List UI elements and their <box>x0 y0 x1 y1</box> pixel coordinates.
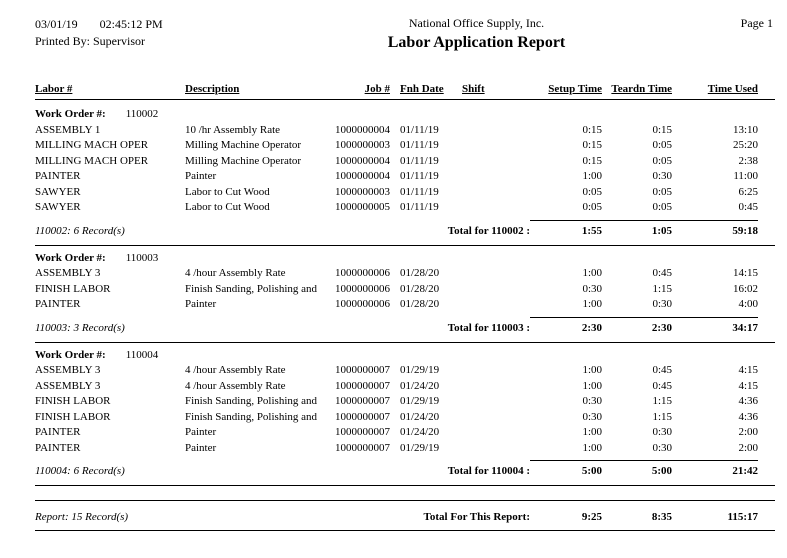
time-used-cell: 11:00 <box>733 170 758 182</box>
print-datetime <box>35 16 240 33</box>
setup-time-cell: 0:30 <box>582 395 602 407</box>
work-order-label: Work Order #: <box>35 251 106 264</box>
teardn-time-cell: 0:45 <box>652 267 672 279</box>
time-used-cell: 13:10 <box>732 123 758 136</box>
group-time-used-total: 34:17 <box>672 317 758 336</box>
time-used-cell: 25:20 <box>732 139 758 151</box>
job-number-cell: 1000000007 <box>335 426 390 438</box>
setup-time-cell: 0:15 <box>582 139 602 151</box>
fnh-date-cell: 01/24/20 <box>400 410 440 423</box>
work-order-number: 110002 <box>125 108 159 120</box>
labor-detail-row <box>0 425 787 441</box>
description-cell: Labor to Cut Wood <box>185 201 270 213</box>
group-time-used-total: 21:42 <box>672 460 758 479</box>
fnh-date-cell: 01/29/19 <box>400 395 440 407</box>
labor-code-cell: SAWYER <box>35 201 81 213</box>
header-rule <box>35 99 775 100</box>
page-number: Page 1 <box>740 16 773 30</box>
report-title: Labor Application Report <box>387 34 566 51</box>
work-order-number: 110003 <box>125 251 159 264</box>
setup-time-cell: 1:00 <box>582 441 602 454</box>
description-cell: Painter <box>185 298 217 310</box>
labor-detail-row <box>0 123 787 139</box>
labor-detail-row <box>0 200 787 216</box>
labor-code-cell: ASSEMBLY 3 <box>35 379 101 392</box>
fnh-date-cell: 01/28/20 <box>400 298 440 310</box>
report-total-top-rule <box>35 500 775 501</box>
setup-time-cell: 0:05 <box>582 185 602 198</box>
labor-code-cell: PAINTER <box>35 426 81 438</box>
fnh-date-cell: 01/28/20 <box>400 267 440 279</box>
teardn-time-cell: 0:45 <box>652 379 672 392</box>
teardn-time-cell: 1:15 <box>652 395 672 407</box>
report-body <box>0 107 787 486</box>
labor-code-cell: ASSEMBLY 3 <box>35 267 101 279</box>
print-info <box>35 16 240 50</box>
group-total-label: Total for 110003 : <box>447 321 530 334</box>
work-order-number: 110004 <box>125 348 159 361</box>
group-divider-line <box>35 342 775 343</box>
labor-detail-row <box>0 266 787 282</box>
print-date: 03/01/19 <box>35 17 78 31</box>
fnh-date-cell: 01/11/19 <box>400 170 439 182</box>
description-cell: 10 /hr Assembly Rate <box>185 123 281 136</box>
group-teardn-total: 1:05 <box>602 220 672 239</box>
fnh-date-cell: 01/11/19 <box>400 139 439 151</box>
group-divider-line <box>35 245 775 246</box>
job-number-cell: 1000000005 <box>335 201 390 213</box>
description-cell: Milling Machine Operator <box>185 139 302 151</box>
report-teardn-total: 8:35 <box>651 511 672 523</box>
labor-detail-row <box>0 394 787 410</box>
time-used-cell: 14:15 <box>732 267 758 279</box>
job-number-cell: 1000000007 <box>335 395 390 407</box>
group-teardn-total: 2:30 <box>602 317 672 336</box>
setup-time-cell: 0:30 <box>582 410 602 423</box>
time-used-cell: 6:25 <box>738 185 758 198</box>
fnh-date-cell: 01/11/19 <box>400 201 439 213</box>
work-order-group-header <box>0 251 787 267</box>
report-total-bottom-rule <box>35 530 775 531</box>
teardn-time-cell: 0:05 <box>652 139 672 151</box>
printed-by: Printed By: Supervisor <box>35 34 145 48</box>
group-record-count: 110003: 3 Record(s) <box>35 321 125 334</box>
teardn-time-cell: 1:15 <box>652 282 672 295</box>
job-number-cell: 1000000007 <box>335 379 390 392</box>
labor-detail-row <box>0 185 787 201</box>
teardn-time-cell: 0:30 <box>652 426 672 438</box>
time-used-cell: 4:36 <box>738 395 758 407</box>
teardn-time-cell: 1:15 <box>652 410 672 423</box>
time-used-cell: 4:36 <box>738 410 758 423</box>
job-number-cell: 1000000006 <box>335 298 390 310</box>
fnh-date-cell: 01/11/19 <box>400 123 439 136</box>
labor-detail-row <box>0 154 787 170</box>
description-cell: Painter <box>185 426 217 438</box>
fnh-date-cell: 01/11/19 <box>400 154 439 167</box>
time-used-cell: 16:02 <box>732 282 758 295</box>
job-number-cell: 1000000003 <box>335 185 390 198</box>
job-number-cell: 1000000006 <box>335 267 390 279</box>
report-record-count: Report: 15 Record(s) <box>35 511 129 523</box>
setup-time-cell: 1:00 <box>582 364 602 376</box>
fnh-date-cell: 01/24/20 <box>400 379 440 392</box>
report-heading <box>240 16 713 50</box>
job-number-cell: 1000000004 <box>335 154 390 167</box>
setup-time-cell: 0:15 <box>582 154 602 167</box>
labor-code-cell: SAWYER <box>35 185 81 198</box>
col-header-time-used: Time Used <box>707 83 758 95</box>
description-cell: Painter <box>185 441 217 454</box>
description-cell: Labor to Cut Wood <box>185 185 270 198</box>
description-cell: Finish Sanding, Polishing and <box>185 410 318 423</box>
teardn-time-cell: 0:45 <box>652 364 672 376</box>
description-cell: Finish Sanding, Polishing and <box>185 282 318 295</box>
group-total-label: Total for 110002 : <box>447 224 530 237</box>
time-used-cell: 0:45 <box>738 201 758 213</box>
group-setup-total: 1:55 <box>530 220 602 239</box>
labor-code-cell: FINISH LABOR <box>35 282 111 295</box>
time-used-cell: 4:15 <box>738 364 758 376</box>
setup-time-cell: 1:00 <box>582 426 602 438</box>
group-setup-total: 2:30 <box>530 317 602 336</box>
description-cell: 4 /hour Assembly Rate <box>185 267 286 279</box>
group-record-count: 110002: 6 Record(s) <box>35 224 125 237</box>
time-used-cell: 4:00 <box>738 298 758 310</box>
col-header-teardn-time: Teardn Time <box>611 83 672 95</box>
teardn-time-cell: 0:05 <box>652 185 672 198</box>
labor-code-cell: ASSEMBLY 3 <box>35 364 101 376</box>
report-total-row <box>0 505 787 530</box>
setup-time-cell: 0:15 <box>582 123 602 136</box>
setup-time-cell: 1:00 <box>582 298 602 310</box>
labor-code-cell: FINISH LABOR <box>35 395 111 407</box>
teardn-time-cell: 0:15 <box>652 123 672 136</box>
group-record-count: 110004: 6 Record(s) <box>35 465 125 477</box>
description-cell: 4 /hour Assembly Rate <box>185 379 286 392</box>
labor-code-cell: FINISH LABOR <box>35 410 111 423</box>
labor-detail-row <box>0 410 787 426</box>
job-number-cell: 1000000004 <box>335 123 390 136</box>
fnh-date-cell: 01/28/20 <box>400 282 440 295</box>
description-cell: Finish Sanding, Polishing and <box>185 395 318 407</box>
report-setup-total: 9:25 <box>581 511 602 523</box>
teardn-time-cell: 0:30 <box>652 441 672 454</box>
teardn-time-cell: 0:05 <box>652 154 672 167</box>
col-header-shift: Shift <box>462 83 485 95</box>
setup-time-cell: 1:00 <box>582 379 602 392</box>
labor-code-cell: MILLING MACH OPER <box>35 139 149 151</box>
column-header-row <box>0 82 787 96</box>
labor-detail-row <box>0 379 787 395</box>
setup-time-cell: 0:05 <box>582 201 602 213</box>
labor-code-cell: MILLING MACH OPER <box>35 154 149 167</box>
job-number-cell: 1000000003 <box>335 139 390 151</box>
job-number-cell: 1000000006 <box>335 282 390 295</box>
col-header-job: Job # <box>364 83 390 95</box>
fnh-date-cell: 01/11/19 <box>400 185 439 198</box>
labor-code-cell: ASSEMBLY 1 <box>35 123 101 136</box>
description-cell: Painter <box>185 170 217 182</box>
teardn-time-cell: 0:30 <box>652 298 672 310</box>
labor-detail-row <box>0 138 787 154</box>
col-header-description: Description <box>185 83 240 95</box>
col-header-fnh-date: Fnh Date <box>400 83 444 95</box>
report-time-used-total: 115:17 <box>727 511 758 523</box>
group-divider-line <box>35 485 775 486</box>
fnh-date-cell: 01/29/19 <box>400 441 440 454</box>
setup-time-cell: 1:00 <box>582 170 602 182</box>
print-time: 02:45:12 PM <box>99 17 163 31</box>
setup-time-cell: 0:30 <box>582 282 602 295</box>
labor-detail-row <box>0 169 787 185</box>
report-total-label: Total For This Report: <box>423 511 530 523</box>
setup-time-cell: 1:00 <box>582 267 602 279</box>
col-header-setup-time: Setup Time <box>548 83 602 95</box>
description-cell: 4 /hour Assembly Rate <box>185 364 286 376</box>
work-order-group-header <box>0 107 787 123</box>
group-total-label: Total for 110004 : <box>447 465 530 477</box>
group-total-row <box>0 220 787 239</box>
group-setup-total: 5:00 <box>530 460 602 479</box>
fnh-date-cell: 01/24/20 <box>400 426 440 438</box>
report-total-section <box>0 500 787 531</box>
labor-code-cell: PAINTER <box>35 298 81 310</box>
description-cell: Milling Machine Operator <box>185 154 302 167</box>
labor-code-cell: PAINTER <box>35 170 81 182</box>
work-order-group-header <box>0 348 787 364</box>
fnh-date-cell: 01/29/19 <box>400 364 440 376</box>
job-number-cell: 1000000007 <box>335 441 390 454</box>
labor-detail-row <box>0 363 787 379</box>
job-number-cell: 1000000004 <box>335 170 390 182</box>
report-page-header <box>0 0 787 50</box>
job-number-cell: 1000000007 <box>335 364 390 376</box>
time-used-cell: 2:00 <box>738 426 758 438</box>
labor-detail-row <box>0 282 787 298</box>
company-name: National Office Supply, Inc. <box>408 16 545 30</box>
time-used-cell: 2:00 <box>738 441 758 454</box>
group-total-row <box>0 317 787 336</box>
group-time-used-total: 59:18 <box>672 220 758 239</box>
time-used-cell: 2:38 <box>738 154 758 167</box>
labor-detail-row <box>0 441 787 457</box>
job-number-cell: 1000000007 <box>335 410 390 423</box>
col-header-labor: Labor # <box>35 83 73 95</box>
labor-detail-row <box>0 297 787 313</box>
work-order-label: Work Order #: <box>35 348 106 361</box>
teardn-time-cell: 0:05 <box>652 201 672 213</box>
time-used-cell: 4:15 <box>738 379 758 392</box>
labor-code-cell: PAINTER <box>35 441 81 454</box>
work-order-label: Work Order #: <box>35 108 106 120</box>
group-teardn-total: 5:00 <box>602 460 672 479</box>
teardn-time-cell: 0:30 <box>652 170 672 182</box>
group-total-row <box>0 460 787 479</box>
